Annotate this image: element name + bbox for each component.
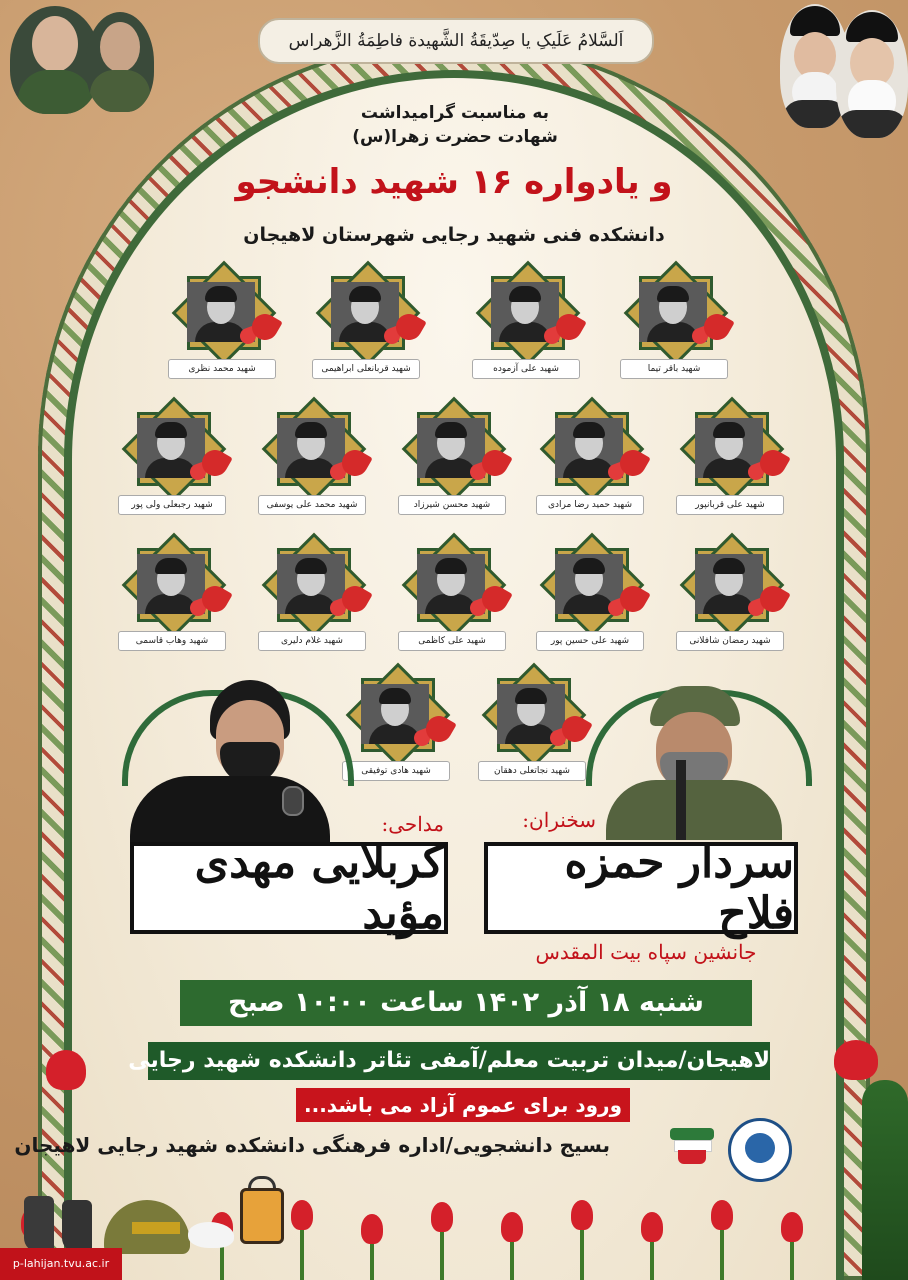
tulip-side-right [834,1040,878,1080]
martyr-card [668,398,790,522]
martyr-card [110,534,232,658]
dove-icon [188,1222,234,1248]
microphone-icon [282,786,304,816]
martyr-card [528,398,650,522]
martyr-name: شهید هادی توفیقی [342,761,450,781]
martyr-card [250,398,372,522]
eulogist-name: کربلایی مهدی مؤید [194,837,444,939]
speaker-role: سخنران: [522,808,596,832]
martyr-card [110,398,232,522]
martyr-card [390,398,512,522]
martyr-card [390,534,512,658]
martyr-card [160,262,282,386]
speaker-name-box [484,837,798,939]
martyr-name: شهید محسن شیرزاد [398,495,506,515]
lantern-icon [236,1176,282,1250]
speaker-name: سردار حمزه فلاح [564,837,794,939]
martyr-name: شهید علی آزموده [472,359,580,379]
salutation-banner [258,18,654,64]
martyr-name: شهید رمضان شافلانی [676,631,784,651]
basij-logo-icon [664,1124,720,1168]
speaker-subtitle: جانشین سپاه بیت المقدس [535,940,757,964]
microphone-icon [676,760,686,840]
martyr-card [470,664,592,788]
martyr-name: شهید وهاب قاسمی [118,631,226,651]
sponsor-text: بسیج دانشجویی/اداره فرهنگی دانشکده شهید رجایی لاهیجان [14,1133,610,1157]
entry-notice: ورود برای عموم آزاد می باشد... [296,1088,630,1122]
martyr-name: شهید حمید رضا مرادی [536,495,644,515]
martyr-card [668,534,790,658]
martyr-card [304,262,426,386]
eulogist-role: مداحی: [381,812,444,836]
martyr-card [464,262,586,386]
martyr-card [250,534,372,658]
salutation-text: اَلسَّلامُ عَلَیکِ یا صِدّیقَةُ الشَّهیدة فاطِمَةُ الزَّهراس [288,31,624,51]
martyr-name: شهید قربانعلی ابراهیمی [312,359,420,379]
university-logo-icon [728,1118,792,1182]
martyr-name: شهید غلام دلیری [258,631,366,651]
martyr-name: شهید نجاتعلی دهقان [478,761,586,781]
pine-tree-icon [862,1080,908,1280]
eulogist-name-box [130,837,448,939]
boots-icon [24,1196,96,1252]
event-datetime: شنبه ۱۸ آذر ۱۴۰۲ ساعت ۱۰:۰۰ صبح [180,980,752,1026]
college-name: دانشکده فنی شهید رجایی شهرستان لاهیجان [243,224,665,246]
occasion-line-1: به مناسبت گرامیداشت [360,103,550,123]
main-title: و یادواره ۱۶ شهید دانشجو [235,162,673,202]
martyr-name: شهید محمد علی یوسفی [258,495,366,515]
tulip-side-left [46,1050,86,1090]
martyr-name: شهید علی حسین پور [536,631,644,651]
portrait-top-left-2 [86,12,154,112]
portrait-top-right-2 [836,10,908,138]
eulogist-photo [130,680,330,846]
martyr-name: شهید علی کاظمی [398,631,506,651]
martyr-name: شهید علی قربانپور [676,495,784,515]
martyr-name: شهید باقر تیما [620,359,728,379]
occasion-line-2: شهادت حضرت زهرا(س) [352,127,558,147]
footer-url[interactable]: p-lahijan.tvu.ac.ir [0,1248,122,1280]
martyr-name: شهید رجبعلی ولی پور [118,495,226,515]
speaker-photo [606,682,782,840]
event-venue: لاهیجان/میدان تربیت معلم/آمفی تئاتر دانشکده شهید رجایی [148,1042,770,1080]
martyr-card [528,534,650,658]
martyr-name: شهید محمد نظری [168,359,276,379]
martyr-card [612,262,734,386]
